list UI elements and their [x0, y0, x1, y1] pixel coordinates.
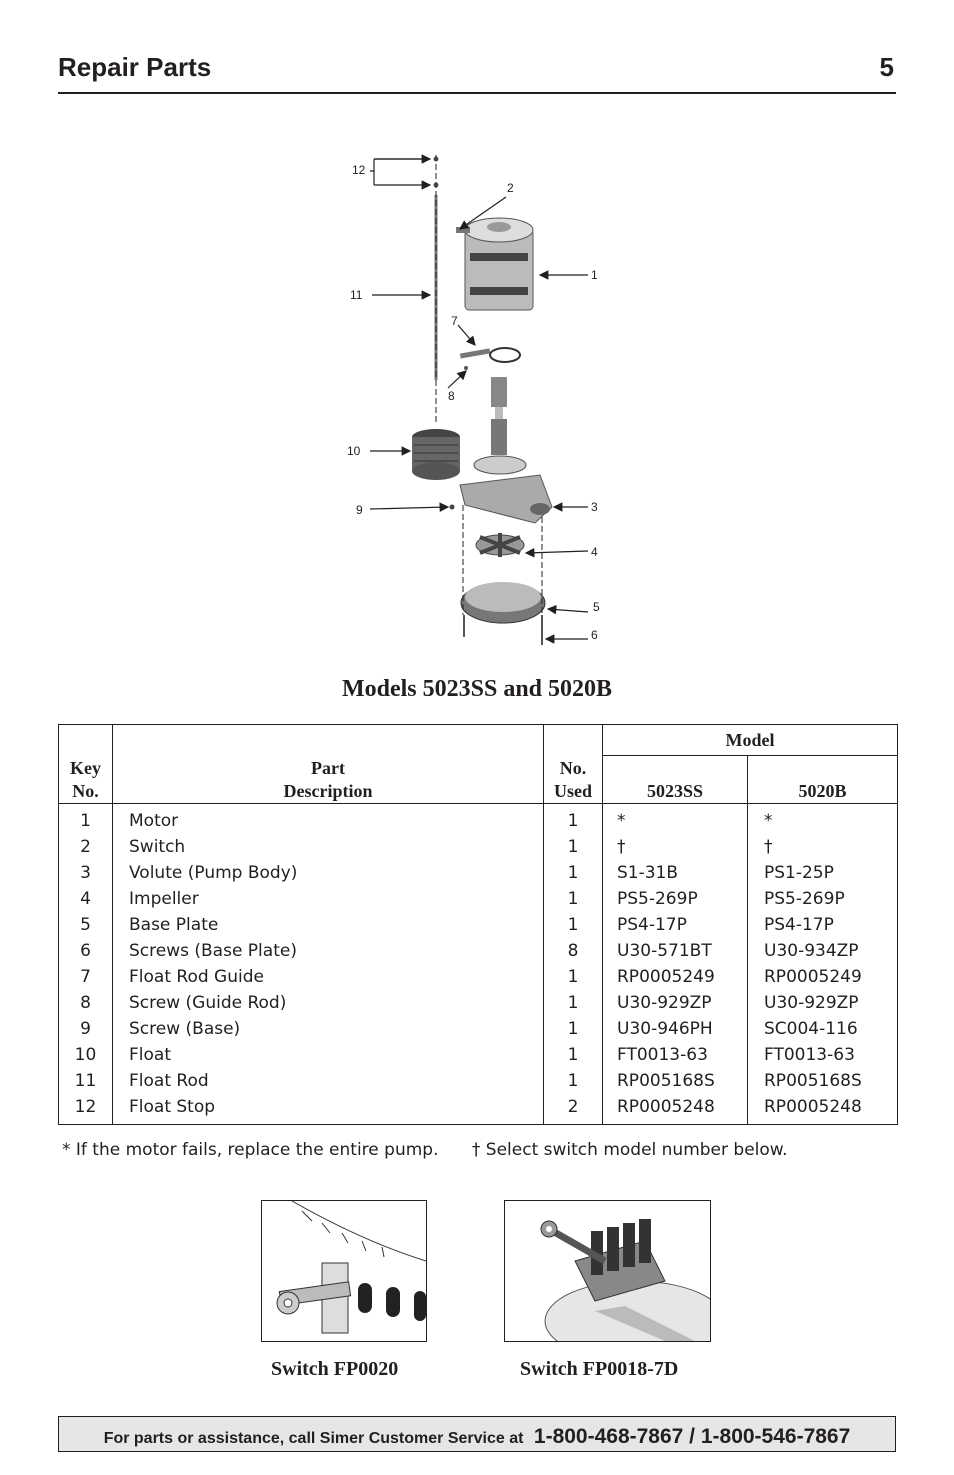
part-description-cell: Impeller [113, 886, 544, 912]
callout-11: 11 [350, 288, 363, 302]
key-no-cell: 3 [59, 860, 113, 886]
part-description-cell: Motor [113, 804, 544, 835]
callout-10: 10 [347, 444, 361, 458]
model-5023ss-cell: RP0005249 [603, 964, 748, 990]
no-used-cell: 1 [544, 912, 603, 938]
key-no-cell: 2 [59, 834, 113, 860]
model-5020b-cell: PS5-269P [748, 886, 898, 912]
part-description-cell: Volute (Pump Body) [113, 860, 544, 886]
model-5020b-cell: RP005168S [748, 1068, 898, 1094]
exploded-parts-diagram [330, 145, 630, 660]
base-plate-part [461, 582, 545, 645]
key-no-cell: 4 [59, 886, 113, 912]
no-used-cell: 1 [544, 1016, 603, 1042]
footer-text: For parts or assistance, call Simer Customer Service at [103, 1430, 524, 1447]
part-description-cell: Base Plate [113, 912, 544, 938]
callout-12: 12 [352, 163, 366, 177]
key-no-cell: 12 [59, 1094, 113, 1125]
no-used-cell: 1 [544, 964, 603, 990]
table-row [59, 990, 898, 1016]
page-header [58, 50, 896, 94]
part-description-cell: Switch [113, 834, 544, 860]
key-no-cell: 7 [59, 964, 113, 990]
table-row [59, 1068, 898, 1094]
no-used-cell: 1 [544, 834, 603, 860]
table-row [59, 1016, 898, 1042]
callout-2: 2 [507, 181, 514, 195]
no-used-header: No. Used [544, 725, 603, 804]
model-5023ss-header: 5023SS [603, 756, 748, 804]
part-description-cell: Float Rod [113, 1068, 544, 1094]
part-description-cell: Float Rod Guide [113, 964, 544, 990]
no-used-cell: 1 [544, 886, 603, 912]
switch-fp0018-7d-caption: Switch FP0018-7D [520, 1358, 679, 1380]
key-no-cell: 10 [59, 1042, 113, 1068]
callout-9: 9 [356, 503, 363, 517]
callout-7: 7 [451, 314, 458, 328]
model-5020b-cell: * [748, 804, 898, 835]
model-5023ss-cell: U30-929ZP [603, 990, 748, 1016]
models-title: Models 5023SS and 5020B [341, 676, 613, 702]
model-5020b-cell: SC004-116 [748, 1016, 898, 1042]
float-part [412, 429, 460, 480]
callout-4: 4 [591, 545, 598, 559]
model-5023ss-cell: PS4-17P [603, 912, 748, 938]
no-used-cell: 1 [544, 1068, 603, 1094]
page-number: 5 [879, 52, 894, 82]
model-5023ss-cell: † [603, 834, 748, 860]
switch-fp0018-7d-image [504, 1200, 711, 1342]
table-row [59, 860, 898, 886]
callout-3: 3 [591, 500, 598, 514]
table-row [59, 834, 898, 860]
footer-phone-numbers: 1-800-468-7867 / 1-800-546-7867 [533, 1425, 851, 1448]
part-description-cell: Float [113, 1042, 544, 1068]
parts-table-body [59, 804, 898, 1125]
table-row [59, 964, 898, 990]
model-5020b-cell: RP0005248 [748, 1094, 898, 1125]
no-used-cell: 1 [544, 990, 603, 1016]
model-5023ss-cell: S1-31B [603, 860, 748, 886]
key-no-cell: 6 [59, 938, 113, 964]
repair-parts-table [58, 724, 898, 1125]
model-5020b-cell: U30-934ZP [748, 938, 898, 964]
model-5023ss-cell: * [603, 804, 748, 835]
model-5020b-cell: RP0005249 [748, 964, 898, 990]
key-no-cell: 5 [59, 912, 113, 938]
volute-part [460, 456, 552, 523]
key-no-header: Key No. [59, 725, 113, 804]
no-used-cell: 8 [544, 938, 603, 964]
model-5020b-cell: PS1-25P [748, 860, 898, 886]
callout-6: 6 [591, 628, 598, 642]
key-no-cell: 11 [59, 1068, 113, 1094]
switch-fp0020-caption: Switch FP0020 [271, 1358, 399, 1380]
motor-part [465, 218, 533, 310]
table-row [59, 938, 898, 964]
page-title: Repair Parts [58, 52, 212, 82]
motor-footnote: * If the motor fails, replace the entire pump. [62, 1140, 439, 1160]
model-5023ss-cell: PS5-269P [603, 886, 748, 912]
model-5023ss-cell: RP005168S [603, 1068, 748, 1094]
base-screw-part [450, 505, 455, 510]
part-description-cell: Screws (Base Plate) [113, 938, 544, 964]
no-used-cell: 2 [544, 1094, 603, 1125]
model-header: Model [603, 725, 898, 756]
no-used-cell: 1 [544, 1042, 603, 1068]
model-5023ss-cell: U30-946PH [603, 1016, 748, 1042]
model-5020b-cell: † [748, 834, 898, 860]
callout-1: 1 [591, 268, 598, 282]
model-5020b-cell: PS4-17P [748, 912, 898, 938]
float-rod-guide-part [460, 348, 520, 370]
callout-5: 5 [593, 600, 600, 614]
key-no-cell: 9 [59, 1016, 113, 1042]
part-description-cell: Screw (Base) [113, 1016, 544, 1042]
pump-shaft-part [491, 377, 507, 455]
customer-service-footer [58, 1416, 896, 1452]
switch-fp0020-image [261, 1200, 427, 1342]
no-used-cell: 1 [544, 860, 603, 886]
key-no-cell: 1 [59, 804, 113, 835]
no-used-cell: 1 [544, 804, 603, 835]
callout-8: 8 [448, 389, 455, 403]
table-row [59, 804, 898, 835]
footnotes [62, 1140, 788, 1160]
switch-footnote: † Select switch model number below. [471, 1140, 788, 1160]
switch-part [456, 227, 470, 233]
model-5023ss-cell: U30-571BT [603, 938, 748, 964]
key-no-cell: 8 [59, 990, 113, 1016]
model-5020b-cell: FT0013-63 [748, 1042, 898, 1068]
table-row [59, 886, 898, 912]
model-5023ss-cell: FT0013-63 [603, 1042, 748, 1068]
model-5020b-cell: U30-929ZP [748, 990, 898, 1016]
impeller-part [476, 533, 524, 557]
model-5023ss-cell: RP0005248 [603, 1094, 748, 1125]
part-description-cell: Float Stop [113, 1094, 544, 1125]
part-description-cell: Screw (Guide Rod) [113, 990, 544, 1016]
table-row [59, 1094, 898, 1125]
table-row [59, 1042, 898, 1068]
part-description-header: Part Description [113, 725, 544, 804]
model-5020b-header: 5020B [748, 756, 898, 804]
table-row [59, 912, 898, 938]
